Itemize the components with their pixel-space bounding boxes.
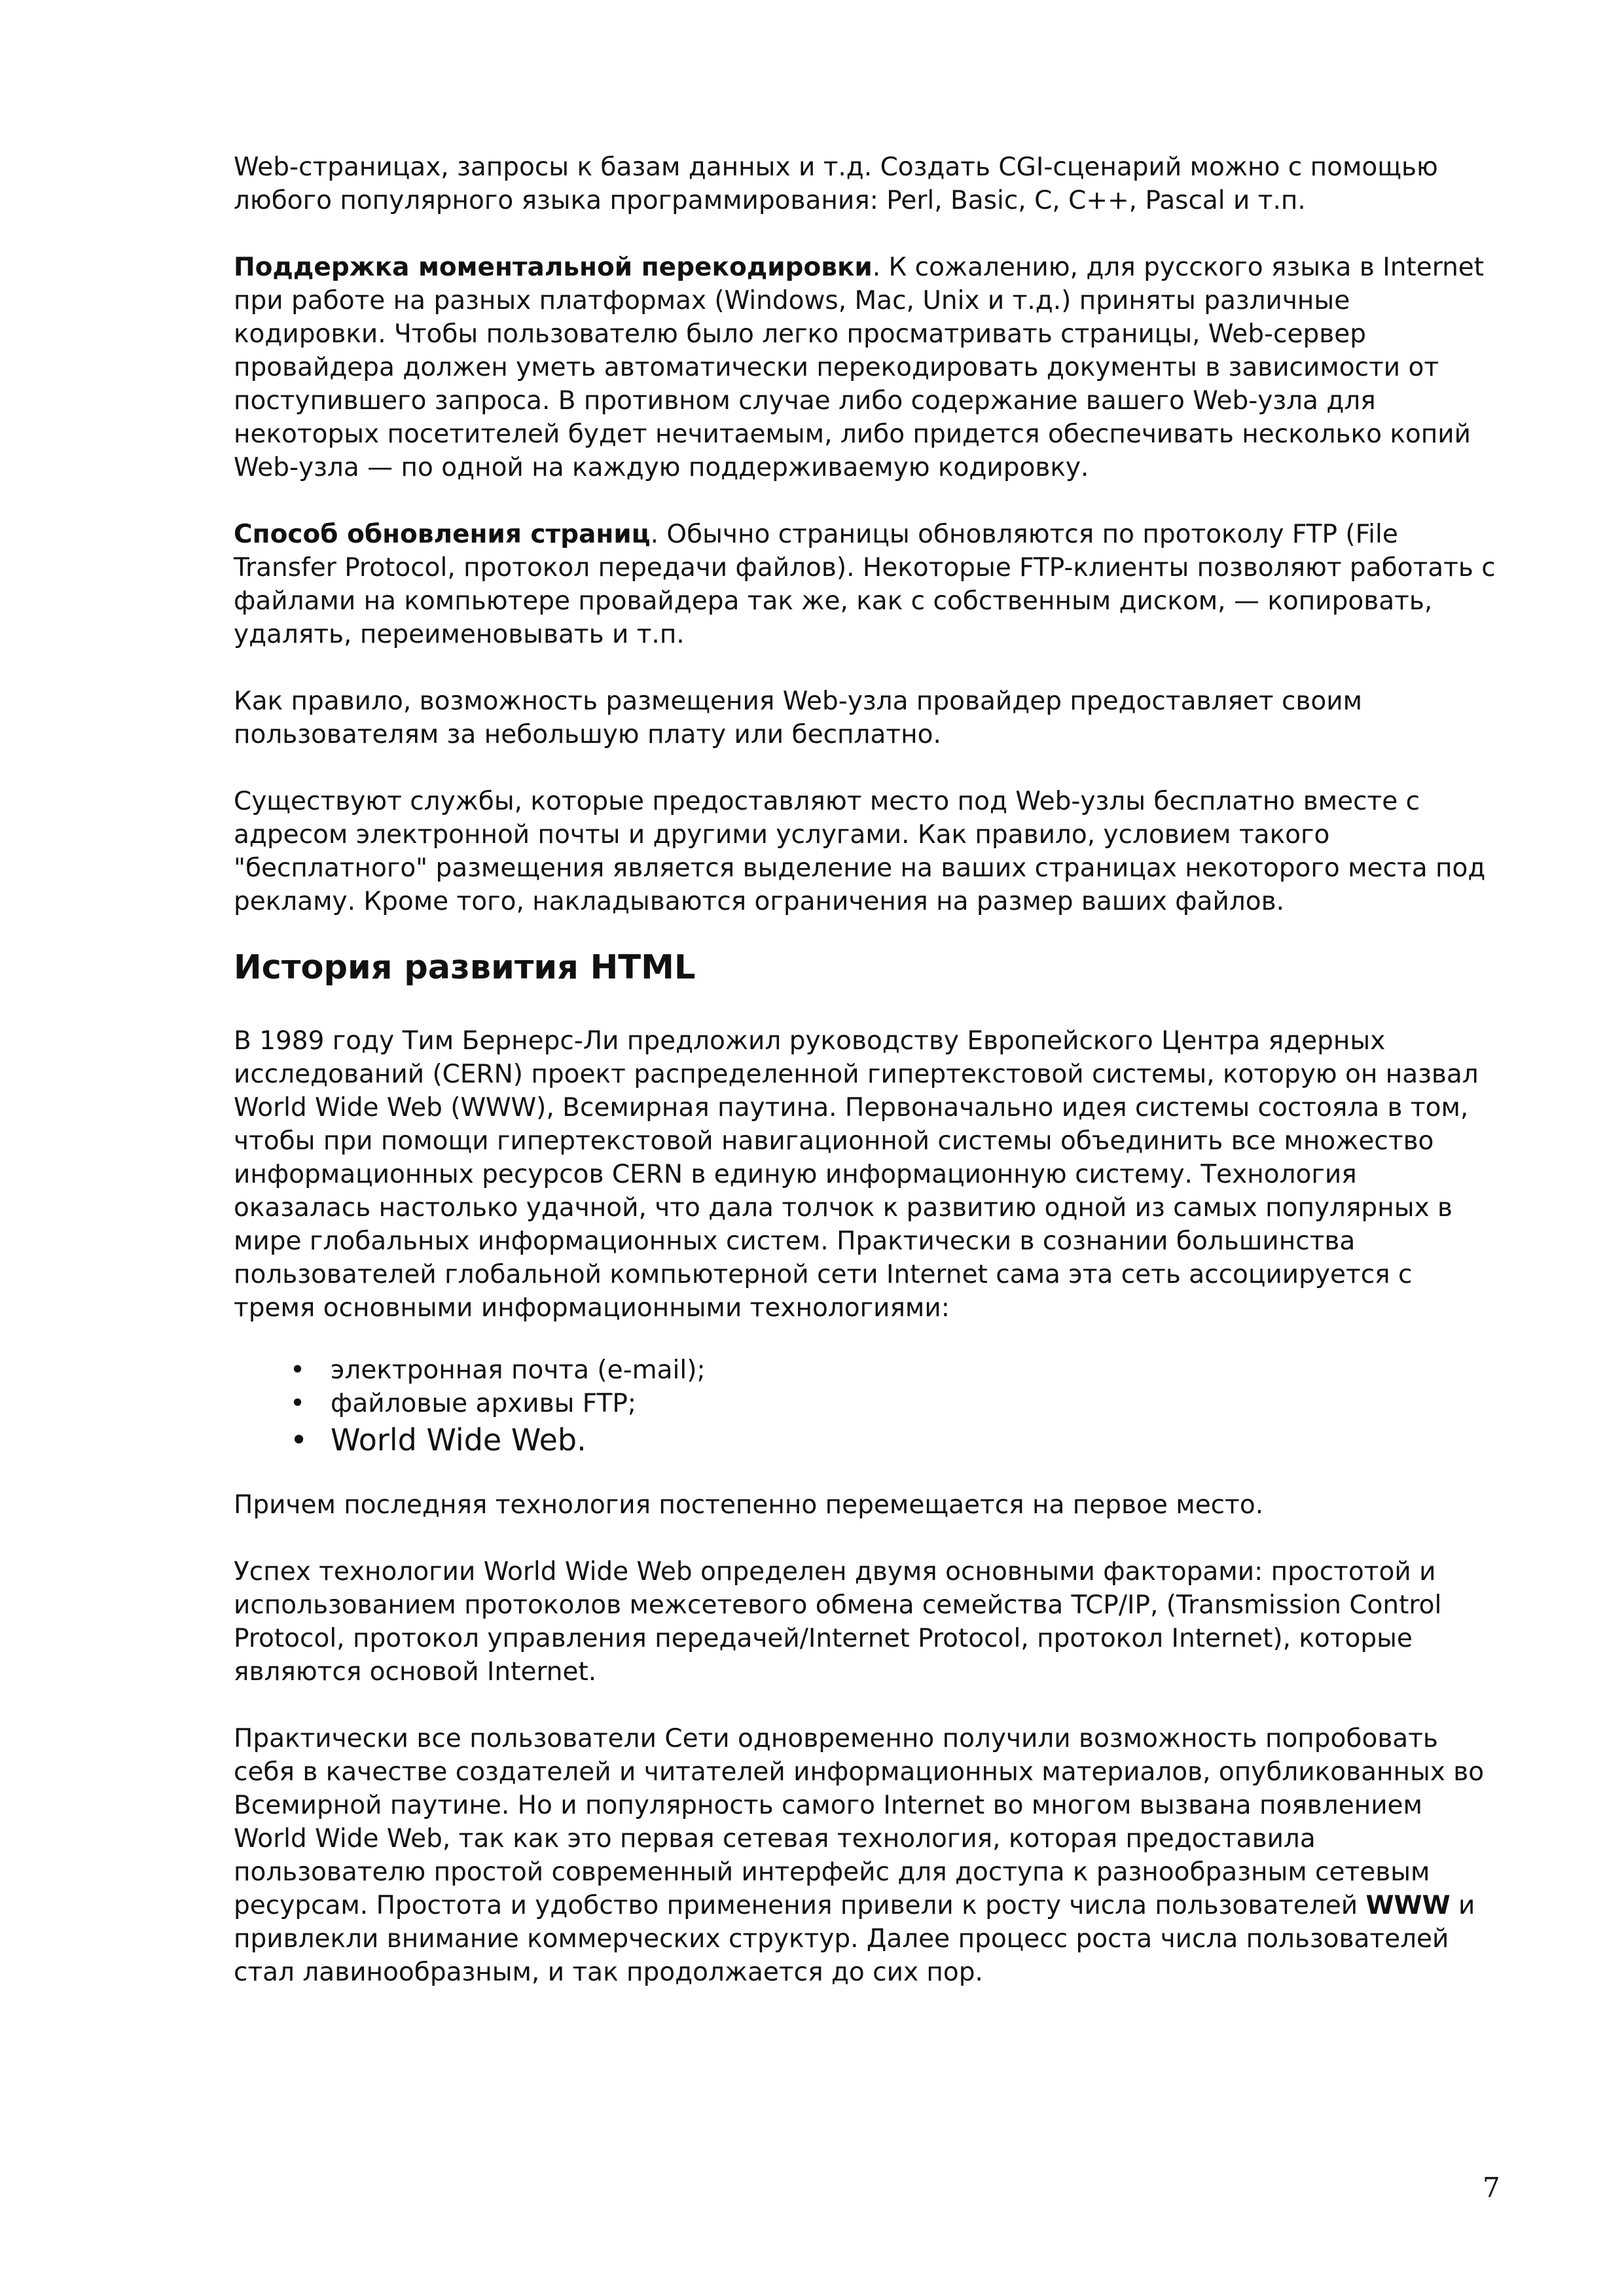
paragraph-cgi-text: Web-страницах, запросы к базам данных и т.д. Создать CGI-сценарий можно с помощью любого популярного языка программирования: Perl, Basic, C, C++, Pascal и т.п. <box>234 152 1438 215</box>
paragraph-users-text-start: Практически все пользователи Сети одновременно получили возможность попробовать себя в качестве создателей и читателей информационных материалов, опубликованных во Всемирной паутине. Но и популярность самого Internet во многом вызвана появлением World Wide Web, так как это первая сетевая технология, которая предоставила пользователю простой современный интерфейс для доступа к разнообразным сетевым ресурсам. Простота и удобство применения привели к росту числа пользователей <box>234 1724 1485 1920</box>
list-item <box>234 1387 1497 1420</box>
bullet-icon: • <box>290 1355 306 1385</box>
paragraph-recoding <box>234 251 1497 484</box>
paragraph-history-intro <box>234 1024 1497 1325</box>
paragraph-hosting-fee-text: Как правило, возможность размещения Web-узла провайдер предоставляет своим пользователям за небольшую плату или бесплатно. <box>234 687 1363 749</box>
page-number: 7 <box>1483 2172 1500 2204</box>
list-item <box>234 1354 1497 1387</box>
list-item-text: файловые архивы FTP; <box>331 1389 637 1418</box>
bullet-icon: • <box>290 1389 306 1418</box>
section-heading: История развития HTML <box>234 948 696 987</box>
paragraph-after-list <box>234 1488 1497 1522</box>
paragraph-free-services <box>234 785 1497 918</box>
list-item-text: World Wide Web. <box>331 1422 586 1458</box>
document-page <box>234 151 1497 2022</box>
paragraph-hosting-fee <box>234 685 1497 751</box>
bullet-icon: • <box>290 1422 308 1458</box>
paragraph-update-method <box>234 518 1497 651</box>
paragraph-recoding-text: . К сожалению, для русского языка в Internet при работе на разных платформах (Windows, Mac, Unix и т.д.) приняты различные кодировки. Чтобы пользователю было легко просматривать страницы, Web-сервер провайдера должен уметь автоматически перекодировать документы в зависимости от поступившего запроса. В противном случае либо содержание вашего Web-узла для некоторых посетителей будет нечитаемым, либо придется обеспечивать несколько копий Web-узла — по одной на каждую поддерживаемую кодировку. <box>234 253 1485 482</box>
paragraph-cgi <box>234 151 1497 217</box>
paragraph-users <box>234 1722 1497 1989</box>
paragraph-after-list-text: Причем последняя технология постепенно перемещается на первое место. <box>234 1490 1264 1520</box>
paragraph-success-text: Успех технологии World Wide Web определен двумя основными факторами: простотой и использованием протоколов межсетевого обмена семейства TCP/IP, (Transmission Control Protocol, протокол управления передачей/Internet Protocol, протокол Internet), которые являются основой Internet. <box>234 1557 1442 1687</box>
term-update-method: Способ обновления страниц <box>234 520 651 549</box>
paragraph-update-method-text: . Обычно страницы обновляются по протоколу FTP (File Transfer Protocol, протокол передачи файлов). Некоторые FTP-клиенты позволяют работать с файлами на компьютере провайдера так же, как с собственным диском, — копировать, удалять, переименовывать и т.п. <box>234 520 1496 649</box>
paragraph-success <box>234 1555 1497 1689</box>
term-recoding: Поддержка моментальной перекодировки <box>234 253 873 282</box>
term-www: WWW <box>1365 1891 1451 1920</box>
technologies-list <box>234 1354 1497 1460</box>
paragraph-history-intro-text: В 1989 году Тим Бернерс-Ли предложил руководству Европейского Центра ядерных исследований (CERN) проект распределенной гипертекстовой системы, которую он назвал World Wide Web (WWW), Всемирная паутина. Первоначально идея системы состояла в том, чтобы при помощи гипертекстовой навигационной системы объединить все множество информационных ресурсов CERN в единую информационную систему. Технология оказалась настолько удачной, что дала толчок к развитию одной из самых популярных в мире глобальных информационных систем. Практически в сознании большинства пользователей глобальной компьютерной сети Internet сама эта сеть ассоциируется с тремя основными информационными технологиями: <box>234 1026 1479 1323</box>
list-item <box>234 1420 1497 1460</box>
list-item-text: электронная почта (e-mail); <box>331 1355 706 1385</box>
paragraph-free-services-text: Существуют службы, которые предоставляют место под Web-узлы бесплатно вместе с адресом электронной почты и другими услугами. Как правило, условием такого "бесплатного" размещения является выделение на ваших страницах некоторого места под рекламу. Кроме того, накладываются ограничения на размер ваших файлов. <box>234 787 1486 916</box>
paragraph-users-text-end: и привлекли внимание коммерческих структур. Далее процесс роста числа пользователей стал лавинообразным, и так продолжается до сих пор. <box>234 1891 1475 1987</box>
